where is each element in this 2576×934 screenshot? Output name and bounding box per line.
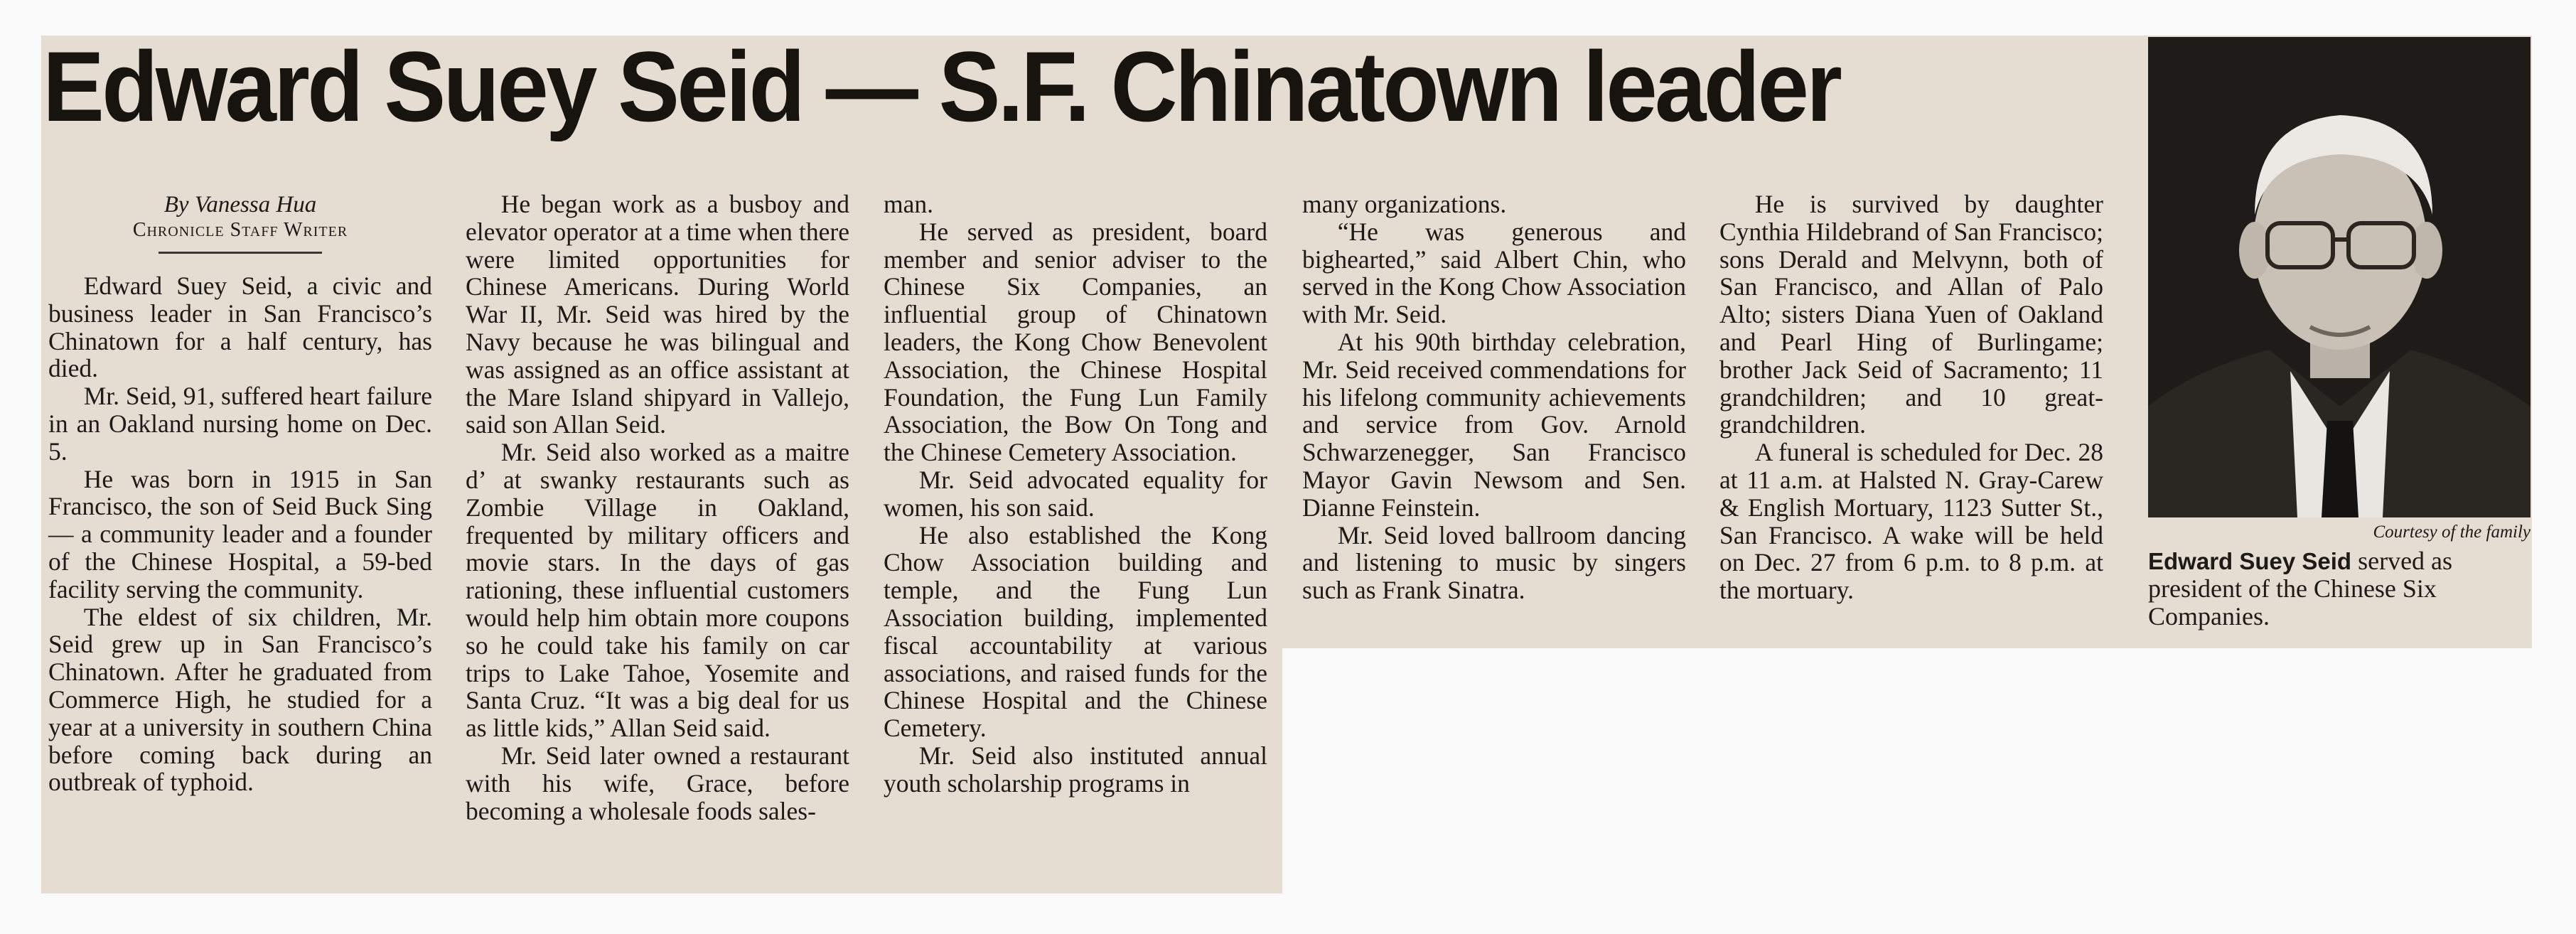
caption-text: served as president of the Chinese Six Companies. bbox=[2148, 547, 2453, 630]
paragraph: Mr. Seid loved ballroom dancing and listening to music by singers such as Frank Sinatra. bbox=[1302, 520, 1686, 605]
paragraph: A funeral is scheduled for Dec. 28 at 11 a.m. at Halsted N. Gray-Carew & English Mortuary, 1123 Sutter St., San Francisco. A wake will be held on Dec. 27 from 6 p.m. to 8 p.m. at the mortuary. bbox=[1719, 438, 2103, 605]
byline-title: Chronicle Staff Writer bbox=[132, 219, 348, 241]
paragraph: He was born in 1915 in San Francisco, the son of Seid Buck Sing — a community leader and a founder of the Chinese Hospital, a 59-bed facility serving the community. bbox=[48, 464, 432, 603]
article-column-5 bbox=[1719, 190, 2103, 604]
photo-credit: Courtesy of the family bbox=[2373, 522, 2531, 542]
byline-rule bbox=[159, 252, 322, 254]
paragraph: “He was generous and bighearted,” said Albert Chin, who served in the Kong Chow Association with Mr. Seid. bbox=[1302, 217, 1686, 329]
byline: By Vanessa Hua bbox=[163, 192, 317, 218]
photo-caption bbox=[2148, 547, 2531, 630]
paragraph: man. bbox=[884, 190, 933, 218]
paragraph: He began work as a busboy and elevator operator at a time when there were limited opportunities for Chinese Americans. During World War II, Mr. Seid was hired by the Navy because he was bilingual and was assigned as an office assistant at the Mare Island shipyard in Vallejo, said son Allan Seid. bbox=[466, 190, 849, 439]
paragraph: He is survived by daughter Cynthia Hildebrand of San Francisco; sons Derald and Melvynn, both of San Francisco, and Allan of Palo Alto; sisters Diana Yuen of Oakland and Pearl Hing of Burlingame; brother Jack Seid of Sacramento; 11 grandchildren; and 10 great-grandchildren. bbox=[1719, 190, 2103, 439]
portrait-illustration bbox=[2148, 37, 2531, 517]
article-column-2 bbox=[466, 190, 849, 825]
headline: Edward Suey Seid — S.F. Chinatown leader bbox=[43, 31, 1840, 142]
portrait-photo bbox=[2148, 37, 2531, 517]
paragraph: Mr. Seid also instituted annual youth scholarship programs in bbox=[884, 741, 1267, 798]
paragraph: He also established the Kong Chow Association building and temple, and the Fung Lun Association building, implemented fiscal accountability at various associations, and raised funds for the Chinese Hospital and the Chinese Cemetery. bbox=[884, 520, 1267, 743]
article-column-3 bbox=[884, 190, 1267, 798]
paragraph: Mr. Seid later owned a restaurant with his wife, Grace, before becoming a wholesale foods sales- bbox=[466, 741, 849, 825]
article-column-4 bbox=[1302, 190, 1686, 604]
paragraph: The eldest of six children, Mr. Seid grew up in San Francisco’s Chinatown. After he graduated from Commerce High, he studied for a year at a university in southern China before coming back during an outbreak of typhoid. bbox=[48, 602, 432, 797]
paragraph: many organizations. bbox=[1302, 190, 1507, 218]
paragraph: Mr. Seid, 91, suffered heart failure in an Oakland nursing home on Dec. 5. bbox=[48, 382, 432, 466]
paragraph: Mr. Seid advocated equality for women, his son said. bbox=[884, 465, 1267, 522]
paragraph: Edward Suey Seid, a civic and business leader in San Francisco’s Chinatown for a half century, has died. bbox=[48, 272, 432, 383]
article-column-1 bbox=[48, 190, 432, 796]
paragraph: At his 90th birthday celebration, Mr. Seid received commendations for his lifelong community achievements and service from Gov. Arnold Schwarzenegger, San Francisco Mayor Gavin Newsom and Sen. Dianne Feinstein. bbox=[1302, 327, 1686, 522]
caption-name: Edward Suey Seid bbox=[2148, 548, 2352, 574]
paragraph: Mr. Seid also worked as a maitre d’ at swanky restaurants such as Zombie Village in Oakland, frequented by military officers and movie stars. In the days of gas rationing, these influential customers would help him obtain more coupons so he could take his family on car trips to Lake Tahoe, Yosemite and Santa Cruz. “It was a big deal for us as little kids,” Allan Seid said. bbox=[466, 438, 849, 743]
paragraph: He served as president, board member and senior adviser to the Chinese Six Companies, an influential group of Chinatown leaders, the Kong Chow Benevolent Association, the Chinese Hospital Foundation, the Fung Lun Family Association, the Bow On Tong and the Chinese Cemetery Association. bbox=[884, 217, 1267, 467]
